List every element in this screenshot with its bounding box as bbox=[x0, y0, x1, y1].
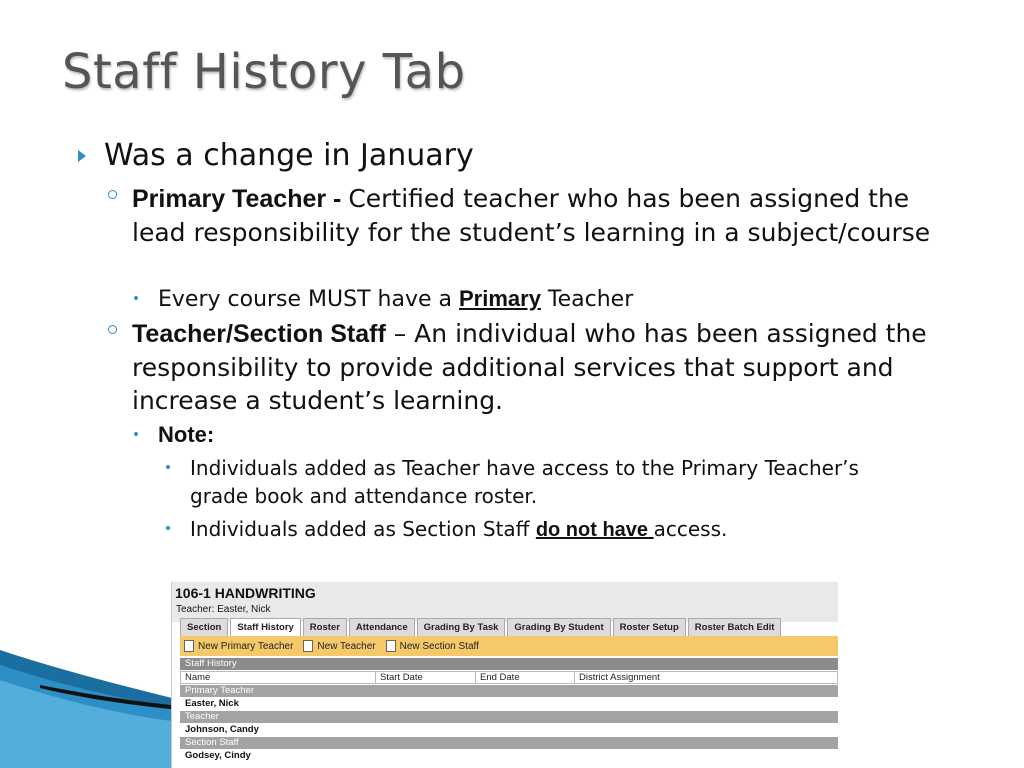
dot-bullet-icon bbox=[166, 465, 170, 469]
primary-teacher-term: Primary Teacher - bbox=[132, 185, 349, 213]
new-primary-teacher-button[interactable]: New Primary Teacher bbox=[184, 640, 293, 652]
action-toolbar bbox=[180, 636, 838, 656]
primary-emphasis: Primary bbox=[458, 286, 541, 311]
group-section-staff: Section Staff bbox=[180, 737, 838, 749]
decorative-swoosh bbox=[0, 640, 180, 768]
course-title: 106-1 HANDWRITING bbox=[175, 585, 316, 601]
new-teacher-button[interactable]: New Teacher bbox=[303, 640, 375, 652]
document-icon bbox=[184, 640, 194, 652]
staff-history-screenshot bbox=[171, 582, 838, 768]
tab-grading-by-task[interactable]: Grading By Task bbox=[417, 618, 506, 637]
group-teacher: Teacher bbox=[180, 711, 838, 723]
panel-title: Staff History bbox=[180, 658, 838, 670]
column-start-date[interactable]: Start Date bbox=[376, 672, 476, 683]
section-staff-definition: – An individual who has been assigned the responsibility to provide additional services that support and increase a student’s learning. bbox=[132, 319, 927, 415]
circle-bullet-icon bbox=[108, 190, 117, 199]
group-primary-teacher: Primary Teacher bbox=[180, 685, 838, 697]
column-headers bbox=[180, 671, 838, 684]
tab-staff-history[interactable]: Staff History bbox=[230, 618, 300, 637]
table-row[interactable]: Johnson, Candy bbox=[180, 723, 838, 736]
tab-grading-by-student[interactable]: Grading By Student bbox=[507, 618, 610, 637]
dot-bullet-icon bbox=[134, 296, 138, 300]
circle-bullet-icon bbox=[108, 325, 117, 334]
do-not-have-emphasis: do not have bbox=[535, 519, 654, 541]
tab-roster-setup[interactable]: Roster Setup bbox=[613, 618, 686, 637]
triangle-bullet-icon bbox=[78, 150, 86, 162]
tab-roster[interactable]: Roster bbox=[303, 618, 347, 637]
teacher-label: Teacher: Easter, Nick bbox=[176, 604, 271, 615]
tab-bar bbox=[180, 618, 783, 636]
column-end-date[interactable]: End Date bbox=[476, 672, 575, 683]
tab-section[interactable]: Section bbox=[180, 618, 228, 637]
section-staff-term: Teacher/Section Staff bbox=[132, 320, 386, 348]
screenshot-header bbox=[172, 582, 838, 622]
primary-teacher-definition: Certified teacher who has been assigned the lead responsibility for the student’s learning in a subject/course bbox=[132, 184, 931, 247]
table-row[interactable]: Easter, Nick bbox=[180, 697, 838, 710]
dot-bullet-icon bbox=[134, 432, 138, 436]
document-icon bbox=[303, 640, 313, 652]
new-section-staff-button[interactable]: New Section Staff bbox=[386, 640, 479, 652]
tab-roster-batch-edit[interactable]: Roster Batch Edit bbox=[688, 618, 782, 637]
column-district-assignment[interactable]: District Assignment bbox=[579, 672, 660, 683]
table-row[interactable]: Godsey, Cindy bbox=[180, 749, 838, 762]
slide-title: Staff History Tab bbox=[62, 44, 466, 100]
tab-attendance[interactable]: Attendance bbox=[349, 618, 415, 637]
column-name[interactable]: Name bbox=[181, 672, 376, 683]
document-icon bbox=[386, 640, 396, 652]
dot-bullet-icon bbox=[166, 526, 170, 530]
